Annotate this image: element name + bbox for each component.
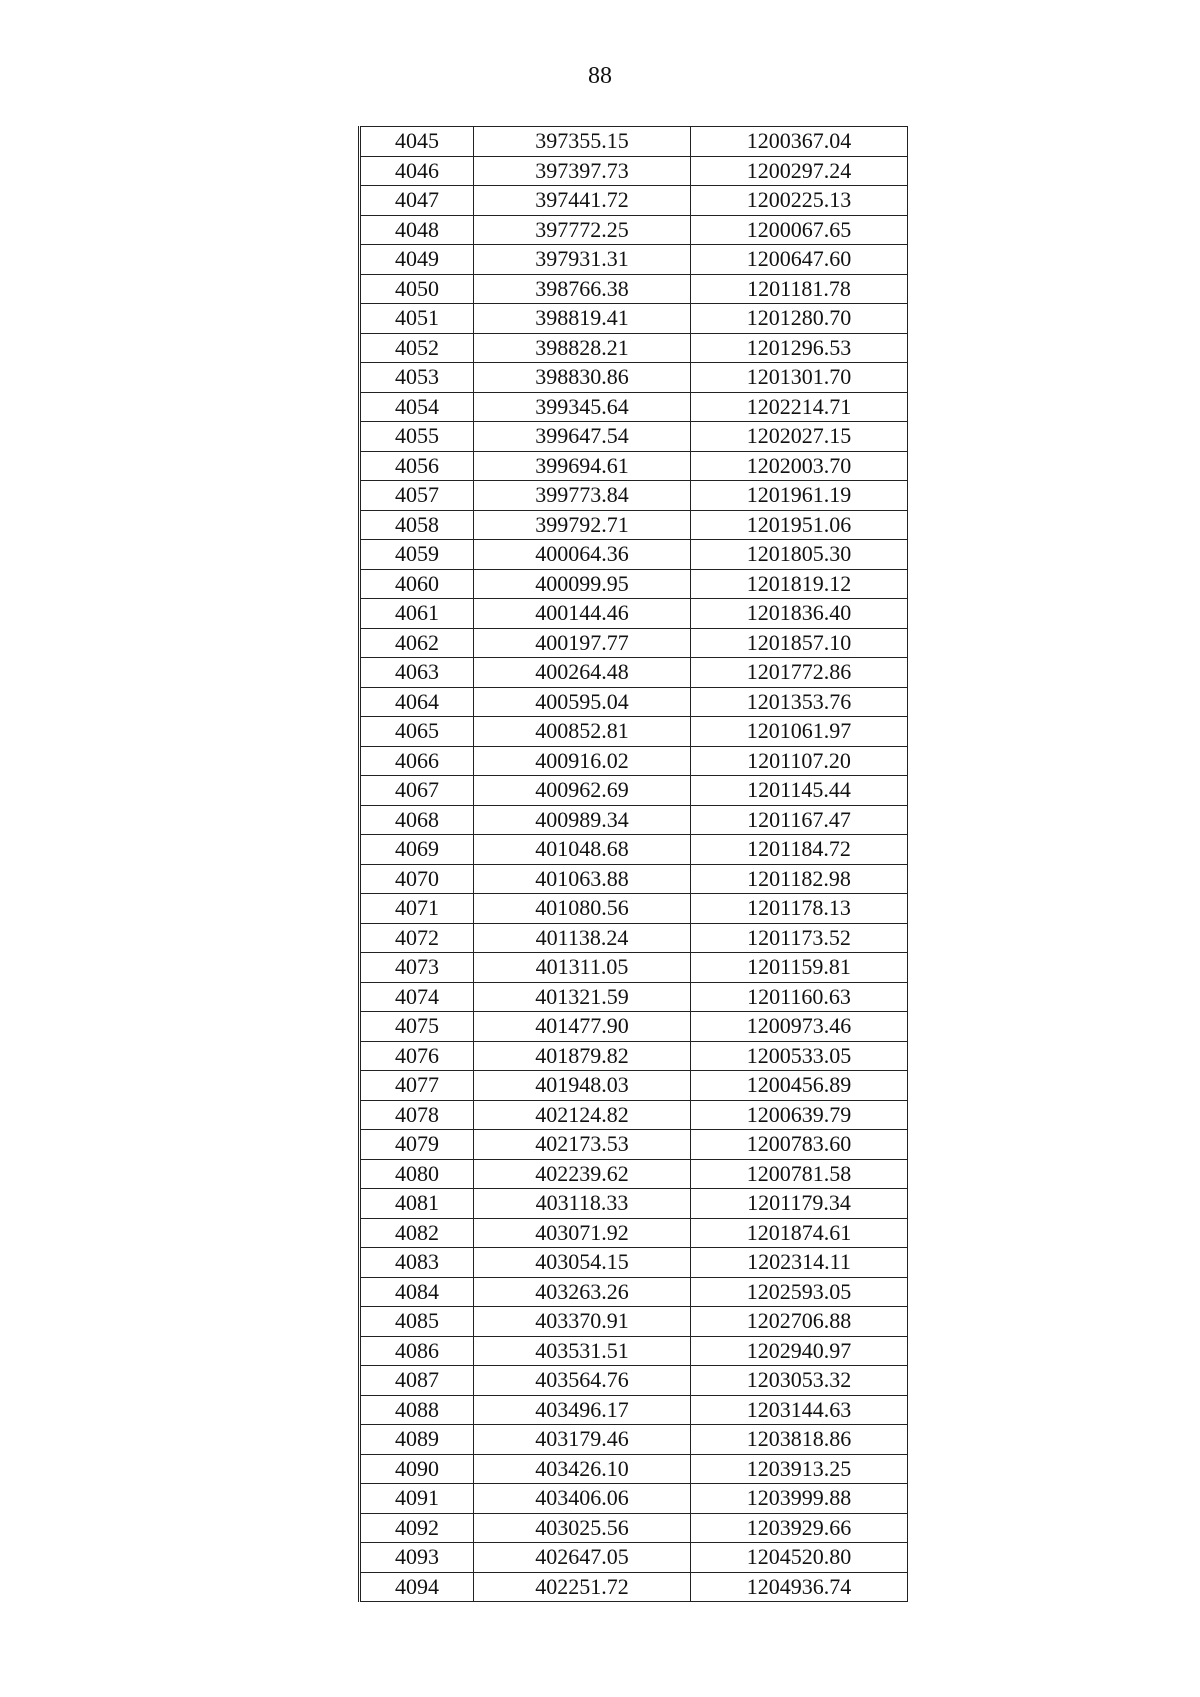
x-coordinate-cell: 398828.21 [474, 333, 691, 363]
table-row [360, 1307, 908, 1337]
x-coordinate-cell: 402251.72 [474, 1572, 691, 1602]
x-coordinate-cell: 403071.92 [474, 1218, 691, 1248]
y-coordinate-cell: 1201353.76 [691, 687, 908, 717]
y-coordinate-cell: 1203913.25 [691, 1454, 908, 1484]
x-coordinate-cell: 403370.91 [474, 1307, 691, 1337]
x-coordinate-cell: 402239.62 [474, 1159, 691, 1189]
point-number-cell: 4076 [360, 1041, 474, 1071]
table-row [360, 1543, 908, 1573]
table-row [360, 540, 908, 570]
y-coordinate-cell: 1201181.78 [691, 274, 908, 304]
point-number-cell: 4078 [360, 1100, 474, 1130]
y-coordinate-cell: 1201182.98 [691, 864, 908, 894]
point-number-cell: 4081 [360, 1189, 474, 1219]
x-coordinate-cell: 402647.05 [474, 1543, 691, 1573]
table-row [360, 451, 908, 481]
y-coordinate-cell: 1200067.65 [691, 215, 908, 245]
table-row [360, 776, 908, 806]
x-coordinate-cell: 403118.33 [474, 1189, 691, 1219]
y-coordinate-cell: 1203053.32 [691, 1366, 908, 1396]
x-coordinate-cell: 403179.46 [474, 1425, 691, 1455]
point-number-cell: 4062 [360, 628, 474, 658]
point-number-cell: 4094 [360, 1572, 474, 1602]
table-row [360, 687, 908, 717]
x-coordinate-cell: 403025.56 [474, 1513, 691, 1543]
x-coordinate-cell: 403406.06 [474, 1484, 691, 1514]
table-row [360, 392, 908, 422]
x-coordinate-cell: 400064.36 [474, 540, 691, 570]
y-coordinate-cell: 1200297.24 [691, 156, 908, 186]
y-coordinate-cell: 1201951.06 [691, 510, 908, 540]
point-number-cell: 4091 [360, 1484, 474, 1514]
table-row [360, 1484, 908, 1514]
point-number-cell: 4057 [360, 481, 474, 511]
table-row [360, 658, 908, 688]
table-row [360, 245, 908, 275]
x-coordinate-cell: 401311.05 [474, 953, 691, 983]
point-number-cell: 4079 [360, 1130, 474, 1160]
y-coordinate-cell: 1201145.44 [691, 776, 908, 806]
point-number-cell: 4048 [360, 215, 474, 245]
table-row [360, 923, 908, 953]
x-coordinate-cell: 403263.26 [474, 1277, 691, 1307]
table-row [360, 510, 908, 540]
x-coordinate-cell: 402124.82 [474, 1100, 691, 1130]
y-coordinate-cell: 1201961.19 [691, 481, 908, 511]
x-coordinate-cell: 401138.24 [474, 923, 691, 953]
x-coordinate-cell: 401048.68 [474, 835, 691, 865]
y-coordinate-cell: 1202314.11 [691, 1248, 908, 1278]
table-row [360, 422, 908, 452]
point-number-cell: 4082 [360, 1218, 474, 1248]
x-coordinate-cell: 400595.04 [474, 687, 691, 717]
table-row [360, 864, 908, 894]
y-coordinate-cell: 1201819.12 [691, 569, 908, 599]
point-number-cell: 4069 [360, 835, 474, 865]
point-number-cell: 4058 [360, 510, 474, 540]
point-number-cell: 4065 [360, 717, 474, 747]
point-number-cell: 4088 [360, 1395, 474, 1425]
point-number-cell: 4049 [360, 245, 474, 275]
x-coordinate-cell: 400264.48 [474, 658, 691, 688]
y-coordinate-cell: 1201874.61 [691, 1218, 908, 1248]
point-number-cell: 4077 [360, 1071, 474, 1101]
x-coordinate-cell: 400989.34 [474, 805, 691, 835]
y-coordinate-cell: 1201167.47 [691, 805, 908, 835]
x-coordinate-cell: 399773.84 [474, 481, 691, 511]
x-coordinate-cell: 403496.17 [474, 1395, 691, 1425]
coordinates-table-body [360, 127, 908, 1602]
table-row [360, 1454, 908, 1484]
y-coordinate-cell: 1201184.72 [691, 835, 908, 865]
point-number-cell: 4066 [360, 746, 474, 776]
point-number-cell: 4087 [360, 1366, 474, 1396]
point-number-cell: 4086 [360, 1336, 474, 1366]
x-coordinate-cell: 397441.72 [474, 186, 691, 216]
table-row [360, 1100, 908, 1130]
y-coordinate-cell: 1203999.88 [691, 1484, 908, 1514]
point-number-cell: 4075 [360, 1012, 474, 1042]
x-coordinate-cell: 399647.54 [474, 422, 691, 452]
point-number-cell: 4085 [360, 1307, 474, 1337]
x-coordinate-cell: 401477.90 [474, 1012, 691, 1042]
x-coordinate-cell: 401879.82 [474, 1041, 691, 1071]
x-coordinate-cell: 398819.41 [474, 304, 691, 334]
y-coordinate-cell: 1201772.86 [691, 658, 908, 688]
x-coordinate-cell: 400144.46 [474, 599, 691, 629]
table-row [360, 1336, 908, 1366]
point-number-cell: 4072 [360, 923, 474, 953]
point-number-cell: 4084 [360, 1277, 474, 1307]
y-coordinate-cell: 1201178.13 [691, 894, 908, 924]
y-coordinate-cell: 1201280.70 [691, 304, 908, 334]
x-coordinate-cell: 400962.69 [474, 776, 691, 806]
y-coordinate-cell: 1202593.05 [691, 1277, 908, 1307]
table-row [360, 1218, 908, 1248]
x-coordinate-cell: 403564.76 [474, 1366, 691, 1396]
table-row [360, 1041, 908, 1071]
table-row [360, 1012, 908, 1042]
page-number: 88 [588, 63, 612, 89]
point-number-cell: 4071 [360, 894, 474, 924]
point-number-cell: 4053 [360, 363, 474, 393]
table-row [360, 1366, 908, 1396]
table-row [360, 363, 908, 393]
table-row [360, 186, 908, 216]
table-row [360, 628, 908, 658]
table-row [360, 274, 908, 304]
x-coordinate-cell: 397772.25 [474, 215, 691, 245]
table-row [360, 746, 908, 776]
y-coordinate-cell: 1202027.15 [691, 422, 908, 452]
point-number-cell: 4061 [360, 599, 474, 629]
y-coordinate-cell: 1201173.52 [691, 923, 908, 953]
table-row [360, 156, 908, 186]
y-coordinate-cell: 1200783.60 [691, 1130, 908, 1160]
table-row [360, 805, 908, 835]
y-coordinate-cell: 1201107.20 [691, 746, 908, 776]
point-number-cell: 4080 [360, 1159, 474, 1189]
table-row [360, 1425, 908, 1455]
y-coordinate-cell: 1200225.13 [691, 186, 908, 216]
y-coordinate-cell: 1202214.71 [691, 392, 908, 422]
y-coordinate-cell: 1200781.58 [691, 1159, 908, 1189]
y-coordinate-cell: 1202003.70 [691, 451, 908, 481]
point-number-cell: 4055 [360, 422, 474, 452]
table-row [360, 953, 908, 983]
x-coordinate-cell: 400197.77 [474, 628, 691, 658]
point-number-cell: 4092 [360, 1513, 474, 1543]
point-number-cell: 4089 [360, 1425, 474, 1455]
table-row [360, 215, 908, 245]
point-number-cell: 4068 [360, 805, 474, 835]
y-coordinate-cell: 1200533.05 [691, 1041, 908, 1071]
y-coordinate-cell: 1201160.63 [691, 982, 908, 1012]
y-coordinate-cell: 1201179.34 [691, 1189, 908, 1219]
y-coordinate-cell: 1200456.89 [691, 1071, 908, 1101]
y-coordinate-cell: 1202706.88 [691, 1307, 908, 1337]
y-coordinate-cell: 1202940.97 [691, 1336, 908, 1366]
y-coordinate-cell: 1200639.79 [691, 1100, 908, 1130]
y-coordinate-cell: 1204520.80 [691, 1543, 908, 1573]
point-number-cell: 4090 [360, 1454, 474, 1484]
y-coordinate-cell: 1203818.86 [691, 1425, 908, 1455]
point-number-cell: 4063 [360, 658, 474, 688]
x-coordinate-cell: 403426.10 [474, 1454, 691, 1484]
point-number-cell: 4067 [360, 776, 474, 806]
point-number-cell: 4054 [360, 392, 474, 422]
y-coordinate-cell: 1204936.74 [691, 1572, 908, 1602]
x-coordinate-cell: 399792.71 [474, 510, 691, 540]
point-number-cell: 4073 [360, 953, 474, 983]
point-number-cell: 4047 [360, 186, 474, 216]
y-coordinate-cell: 1200647.60 [691, 245, 908, 275]
x-coordinate-cell: 397355.15 [474, 127, 691, 157]
point-number-cell: 4070 [360, 864, 474, 894]
table-row [360, 982, 908, 1012]
table-row [360, 1130, 908, 1160]
y-coordinate-cell: 1203929.66 [691, 1513, 908, 1543]
point-number-cell: 4074 [360, 982, 474, 1012]
table-row [360, 1189, 908, 1219]
y-coordinate-cell: 1200973.46 [691, 1012, 908, 1042]
x-coordinate-cell: 401321.59 [474, 982, 691, 1012]
x-coordinate-cell: 401063.88 [474, 864, 691, 894]
table-row [360, 333, 908, 363]
point-number-cell: 4060 [360, 569, 474, 599]
x-coordinate-cell: 401948.03 [474, 1071, 691, 1101]
table-row [360, 717, 908, 747]
y-coordinate-cell: 1201159.81 [691, 953, 908, 983]
point-number-cell: 4064 [360, 687, 474, 717]
x-coordinate-cell: 400852.81 [474, 717, 691, 747]
y-coordinate-cell: 1201296.53 [691, 333, 908, 363]
x-coordinate-cell: 403531.51 [474, 1336, 691, 1366]
x-coordinate-cell: 401080.56 [474, 894, 691, 924]
table-row [360, 304, 908, 334]
x-coordinate-cell: 398830.86 [474, 363, 691, 393]
table-row [360, 569, 908, 599]
table-row [360, 1572, 908, 1602]
x-coordinate-cell: 400099.95 [474, 569, 691, 599]
table-row [360, 1159, 908, 1189]
x-coordinate-cell: 397397.73 [474, 156, 691, 186]
x-coordinate-cell: 397931.31 [474, 245, 691, 275]
table-row [360, 1071, 908, 1101]
x-coordinate-cell: 398766.38 [474, 274, 691, 304]
table-row [360, 127, 908, 157]
y-coordinate-cell: 1201836.40 [691, 599, 908, 629]
table-row [360, 1277, 908, 1307]
point-number-cell: 4083 [360, 1248, 474, 1278]
y-coordinate-cell: 1201805.30 [691, 540, 908, 570]
y-coordinate-cell: 1201857.10 [691, 628, 908, 658]
y-coordinate-cell: 1203144.63 [691, 1395, 908, 1425]
x-coordinate-cell: 402173.53 [474, 1130, 691, 1160]
x-coordinate-cell: 399694.61 [474, 451, 691, 481]
point-number-cell: 4052 [360, 333, 474, 363]
table-row [360, 599, 908, 629]
coordinates-table [358, 126, 908, 1602]
x-coordinate-cell: 400916.02 [474, 746, 691, 776]
point-number-cell: 4046 [360, 156, 474, 186]
point-number-cell: 4051 [360, 304, 474, 334]
table-row [360, 1513, 908, 1543]
point-number-cell: 4050 [360, 274, 474, 304]
y-coordinate-cell: 1201301.70 [691, 363, 908, 393]
x-coordinate-cell: 403054.15 [474, 1248, 691, 1278]
table-row [360, 1395, 908, 1425]
y-coordinate-cell: 1200367.04 [691, 127, 908, 157]
table-row [360, 835, 908, 865]
y-coordinate-cell: 1201061.97 [691, 717, 908, 747]
table-row [360, 481, 908, 511]
point-number-cell: 4059 [360, 540, 474, 570]
point-number-cell: 4093 [360, 1543, 474, 1573]
table-row [360, 1248, 908, 1278]
point-number-cell: 4056 [360, 451, 474, 481]
x-coordinate-cell: 399345.64 [474, 392, 691, 422]
table-row [360, 894, 908, 924]
point-number-cell: 4045 [360, 127, 474, 157]
